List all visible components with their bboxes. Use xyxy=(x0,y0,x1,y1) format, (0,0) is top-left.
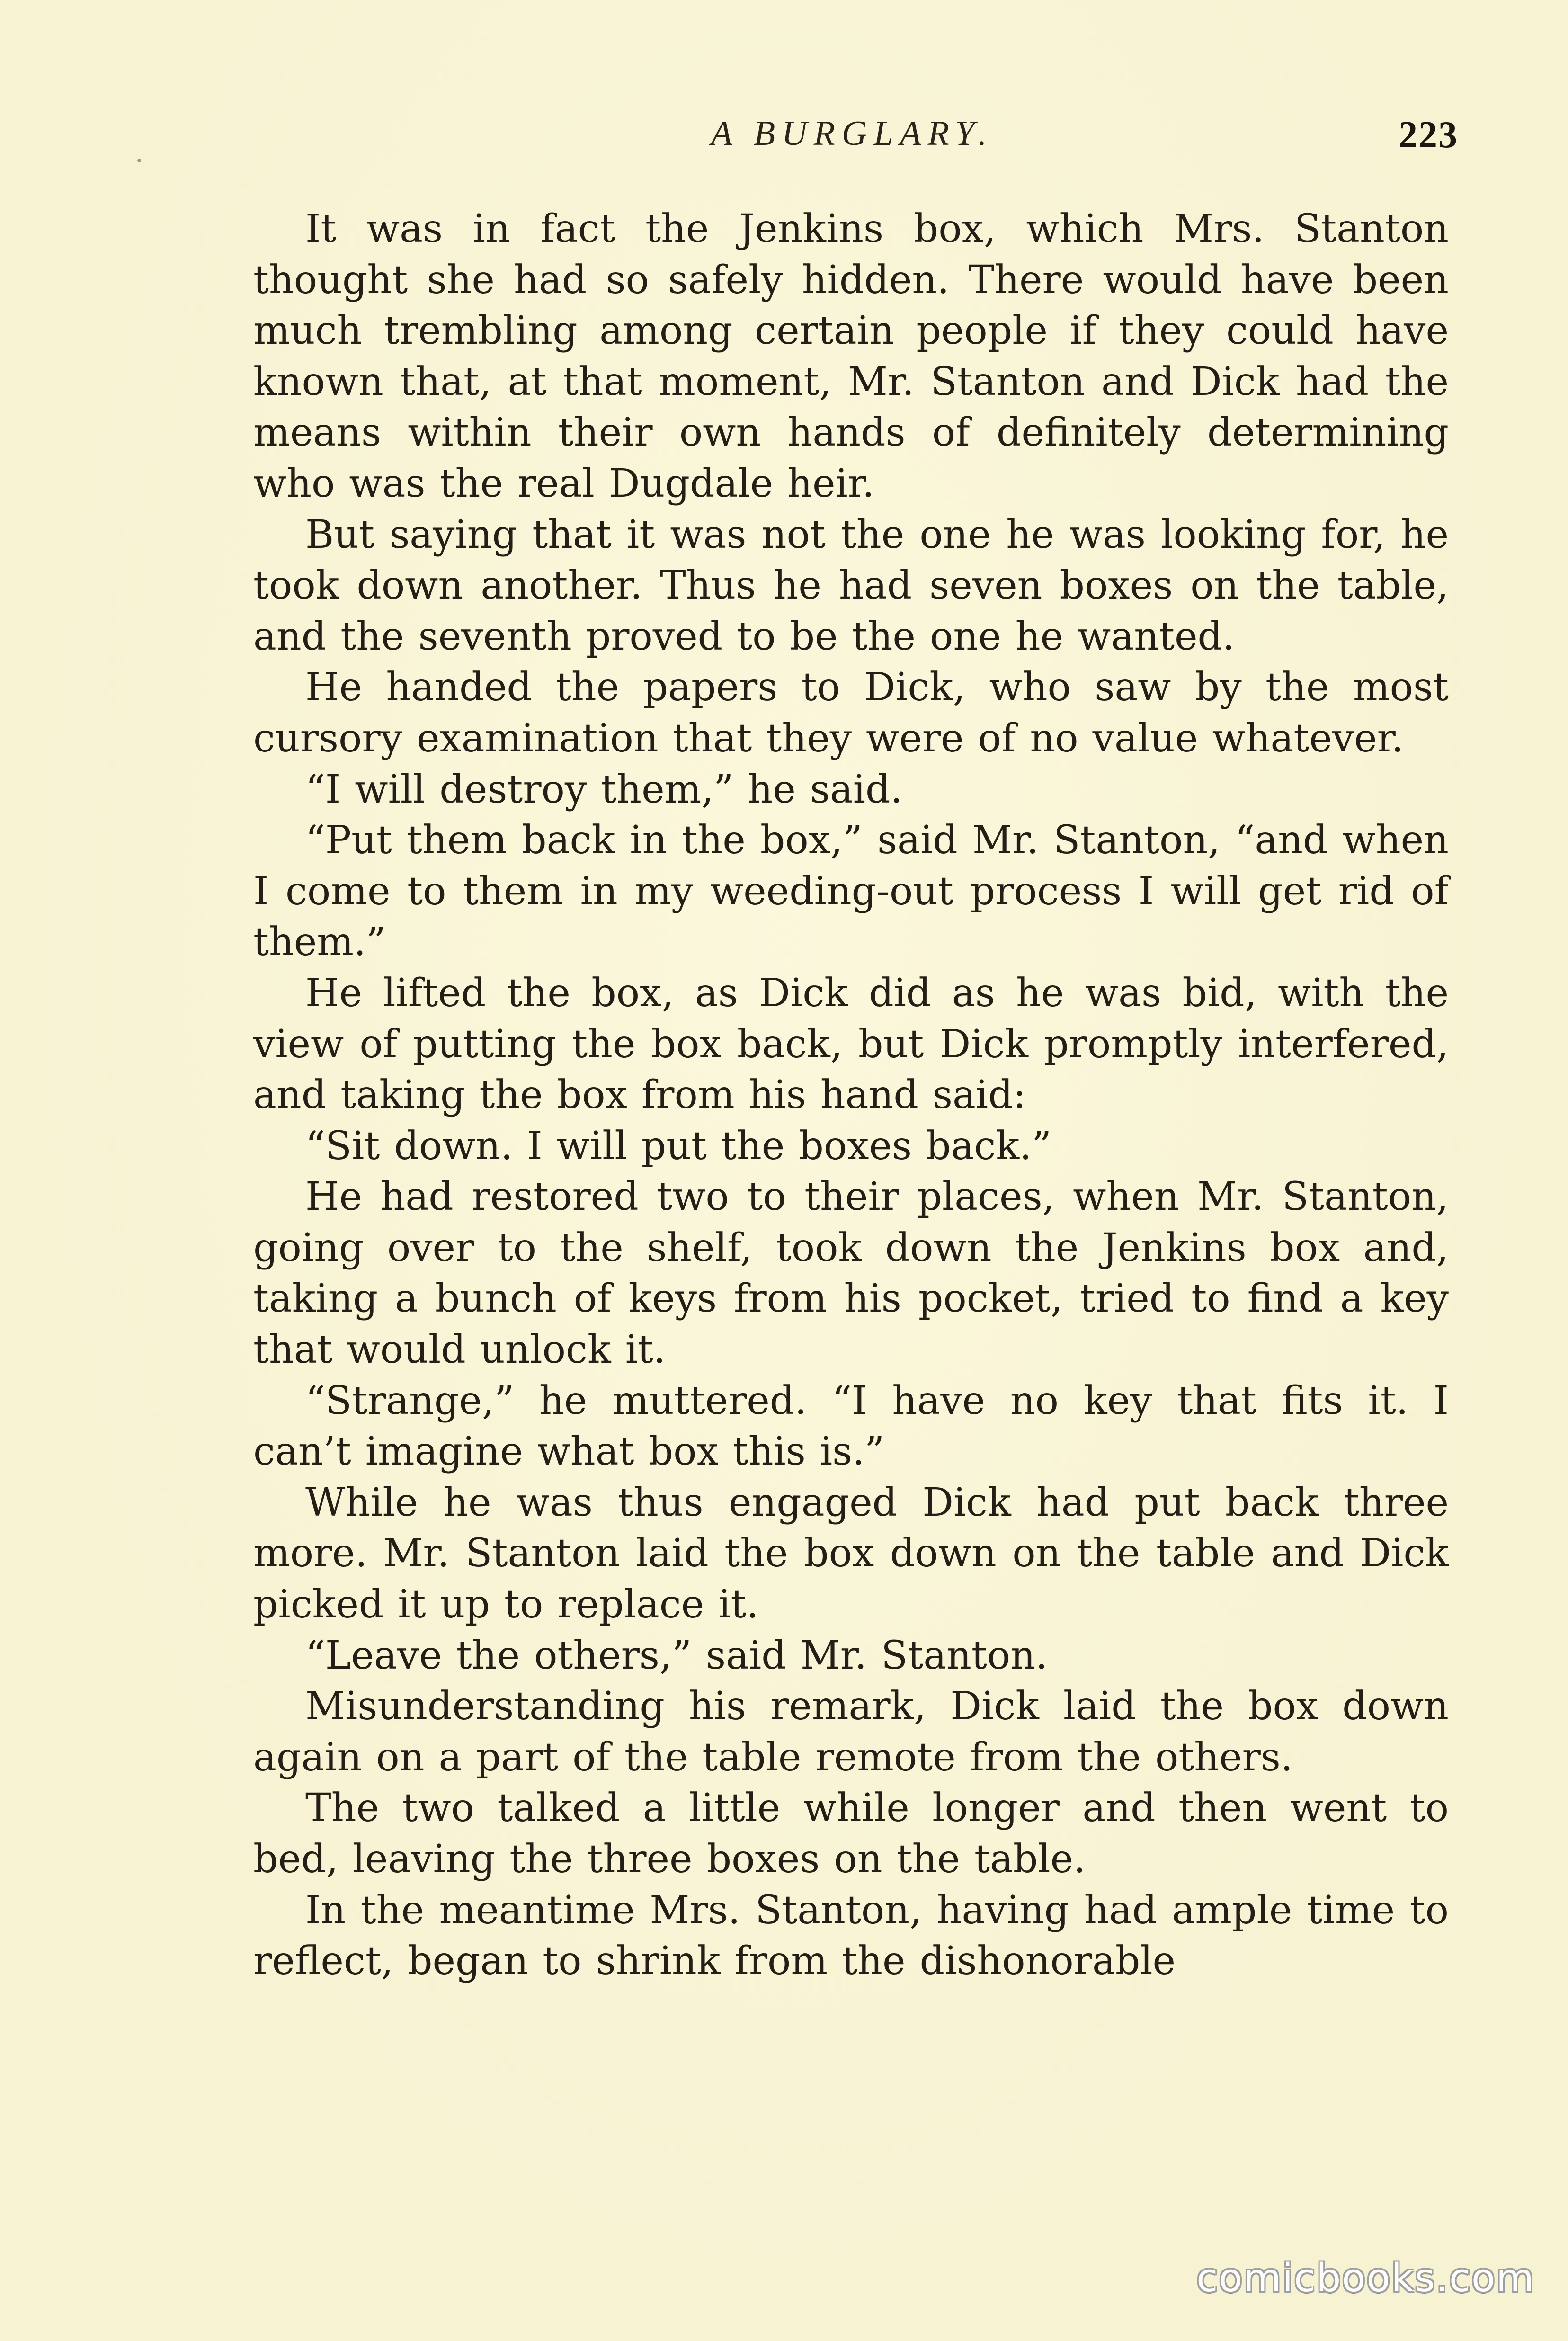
paragraph: Misunderstanding his remark, Dick laid the box down again on a part of the table remote from the others. xyxy=(253,1684,1449,1780)
paragraph: “Put them back in the box,” said Mr. Stanton, “and when I come to them in my weeding-out process I will get rid of them.” xyxy=(253,818,1449,965)
paragraph: He had restored two to their places, when Mr. Stanton, going over to the shelf, took down the Jenkins box and, taking a bunch of keys from his pocket, tried to find a key that would unlock it. xyxy=(253,1174,1449,1373)
running-head: A BURGLARY. xyxy=(711,114,994,153)
paragraph: The two talked a little while longer and then went to bed, leaving the three boxes on the table. xyxy=(253,1786,1449,1882)
paragraph: “Sit down. I will put the boxes back.” xyxy=(305,1123,1052,1169)
paragraph: “Leave the others,” said Mr. Stanton. xyxy=(305,1633,1048,1678)
body-text xyxy=(253,204,1449,1987)
paragraph: He lifted the box, as Dick did as he was bid, with the view of putting the box back, but Dick promptly interfered, and taking the box from his hand said: xyxy=(253,970,1449,1118)
page-header xyxy=(251,114,1458,166)
paper-speck xyxy=(137,159,141,162)
paragraph: He handed the papers to Dick, who saw by the most cursory examination that they were of no value whatever. xyxy=(253,665,1449,761)
paragraph: It was in fact the Jenkins box, which Mrs. Stanton thought she had so safely hidden. There would have been much trembling among certain people if they could have known that, at that moment, Mr. Stanton and Dick had the means within their own hands of definitely determining who was the real Dugdale heir. xyxy=(253,206,1449,506)
paragraph: But saying that it was not the one he was looking for, he took down another. Thus he had seven boxes on the table, and the seventh proved to be the one he wanted. xyxy=(253,512,1449,659)
paragraph: In the meantime Mrs. Stanton, having had ample time to reflect, began to shrink from the dishonorable xyxy=(253,1887,1449,1984)
paragraph: “I will destroy them,” he said. xyxy=(305,767,903,812)
watermark: comicbooks.com xyxy=(1196,2256,1535,2301)
page-number: 223 xyxy=(1399,114,1458,156)
paragraph: While he was thus engaged Dick had put back three more. Mr. Stanton laid the box down on the table and Dick picked it up to replace it. xyxy=(253,1480,1449,1627)
paragraph: “Strange,” he muttered. “I have no key that fits it. I can’t imagine what box this is.” xyxy=(253,1378,1449,1474)
